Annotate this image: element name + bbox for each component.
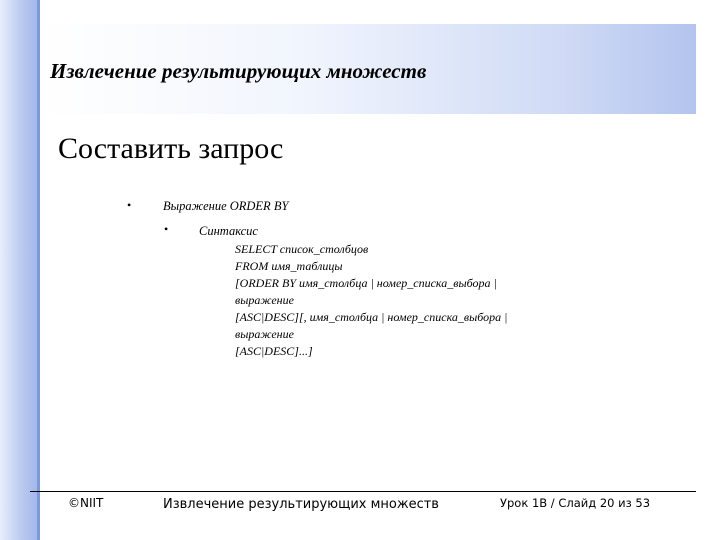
syntax-block <box>235 241 507 360</box>
slide-subtitle: Составить запрос <box>58 132 284 165</box>
bullet-marker: • <box>164 222 169 236</box>
bullet-order-by: Выражение ORDER BY <box>163 199 289 213</box>
footer-page-number: Урок 1В / Слайд 20 из 53 <box>500 496 651 510</box>
left-decorative-bar <box>0 0 40 540</box>
syntax-line: FROM имя_таблицы <box>235 259 343 273</box>
slide-title: Извлечение результирующих множеств <box>50 59 427 83</box>
syntax-line: [ASC|DESC]...] <box>235 344 313 358</box>
syntax-line: SELECT список_столбцов <box>235 242 369 256</box>
syntax-line: выражение <box>235 293 294 307</box>
bullet-marker: • <box>127 198 132 212</box>
footer-divider <box>30 491 696 492</box>
syntax-line: [ASC|DESC][, имя_столбца | номер_списка_выбора | <box>235 310 508 324</box>
syntax-line: выражение <box>235 327 294 341</box>
syntax-line: [ORDER BY имя_столбца | номер_списка_выбора | <box>235 276 497 290</box>
footer-title: Извлечение результирующих множеств <box>163 497 439 512</box>
bullet-syntax: Синтаксис <box>199 224 258 238</box>
footer-copyright: ©NIIT <box>68 496 104 510</box>
